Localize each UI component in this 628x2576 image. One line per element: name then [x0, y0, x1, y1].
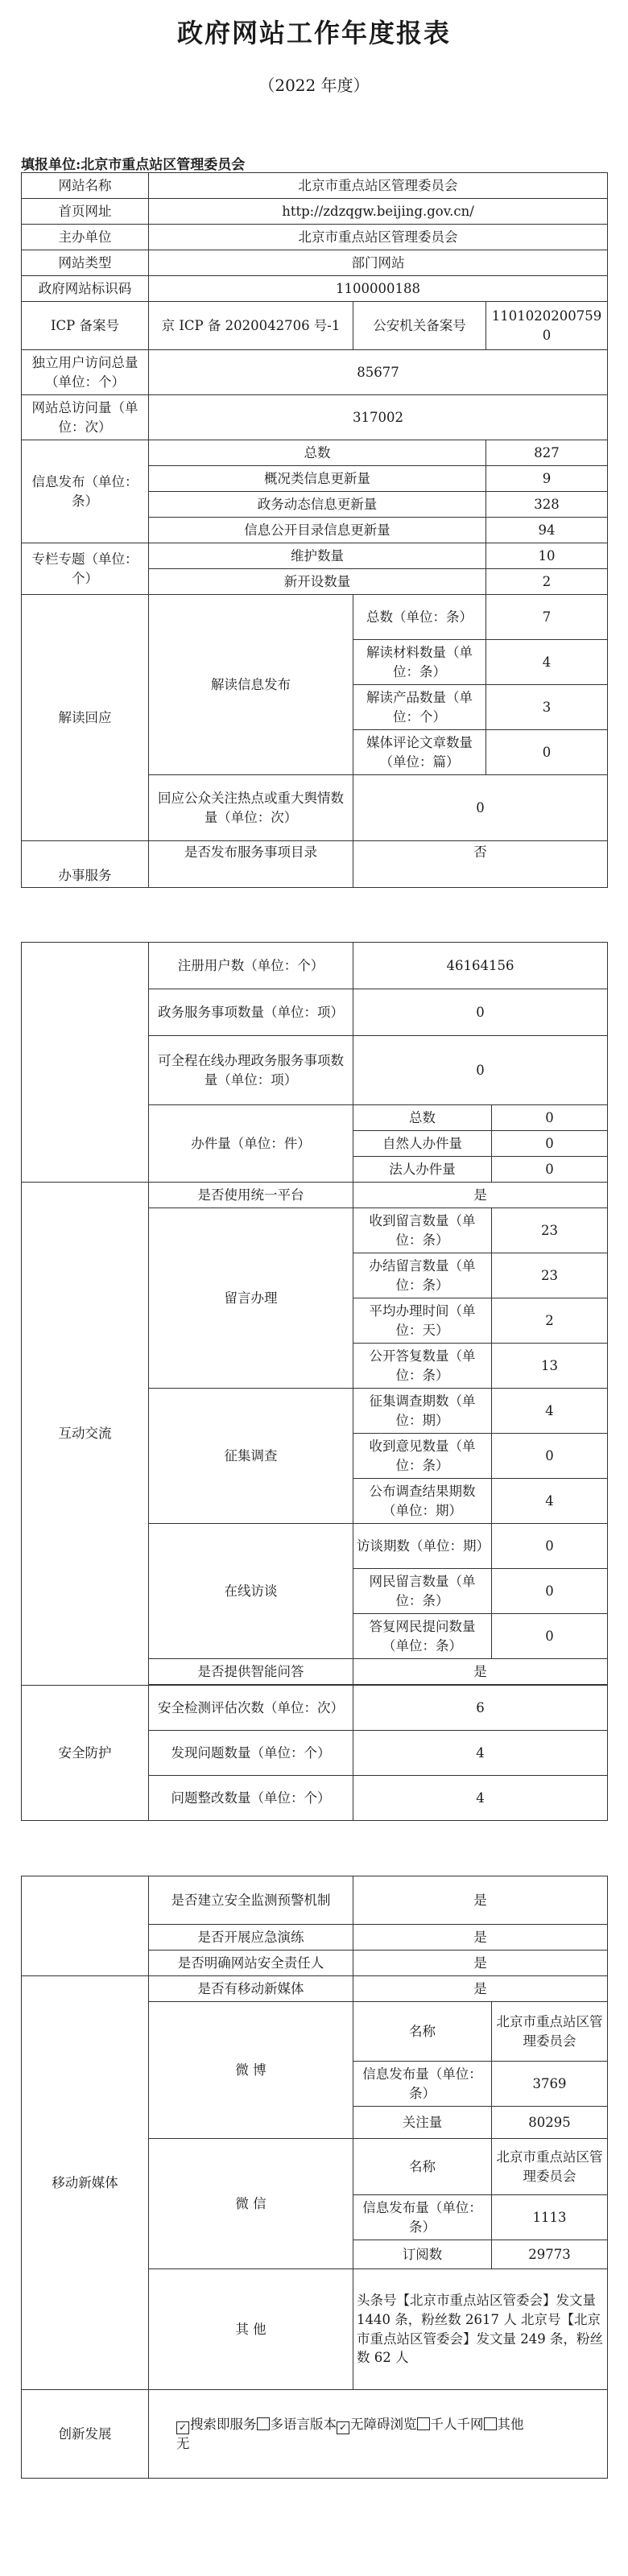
wechat-row-value: 北京市重点站区管理委员会	[492, 2139, 608, 2195]
publish-dir-value: 否	[353, 841, 608, 888]
drill-value: 是	[353, 1925, 608, 1951]
hot-response-value: 0	[353, 775, 608, 841]
checkbox-empty-icon[interactable]	[417, 2417, 430, 2430]
other-media-value: 头条号【北京市重点站区管委会】发文量 1440 条，粉丝数 2617 人 北京号【北京市重点站区管委会】发文量 249 条，粉丝数 62 人	[353, 2269, 608, 2390]
uv-value: 85677	[149, 350, 608, 395]
drill-label: 是否开展应急演练	[149, 1925, 353, 1951]
interpret-row-value: 4	[486, 640, 608, 685]
report-title: 政府网站工作年度报表	[176, 18, 451, 48]
wechat-row-value: 29773	[492, 2240, 608, 2269]
uv-label: 独立用户访问总量（单位：个）	[22, 350, 149, 395]
survey-label: 征集调查	[149, 1389, 353, 1524]
pv-value: 317002	[149, 395, 608, 440]
owner-value: 是	[353, 1951, 608, 1976]
unified-label: 是否使用统一平台	[149, 1183, 353, 1208]
home-url-label: 首页网址	[22, 199, 149, 225]
weibo-row-value: 3769	[492, 2062, 608, 2107]
monitor-label: 是否建立安全监测预警机制	[149, 1876, 353, 1925]
service-block	[22, 943, 149, 1183]
survey-row-label: 公布调查结果期数（单位：期）	[353, 1479, 492, 1524]
wechat-row-label: 信息发布量（单位：条）	[353, 2195, 492, 2240]
interpret-sub-label: 解读信息发布	[149, 595, 353, 775]
interview-row-label: 网民留言数量（单位：条）	[353, 1569, 492, 1614]
weibo-row-value: 80295	[492, 2107, 608, 2139]
survey-row-value: 0	[492, 1434, 608, 1479]
publish-row-value: 94	[486, 518, 608, 543]
monitor-value: 是	[353, 1876, 608, 1925]
msg-row-value: 13	[492, 1344, 608, 1389]
interpret-row-value: 3	[486, 685, 608, 730]
weibo-row-value: 北京市重点站区管理委员会	[492, 2002, 608, 2062]
checkbox-checked-icon[interactable]: ✓	[337, 2421, 349, 2434]
msg-row-label: 平均办理时间（单位：天）	[353, 1298, 492, 1344]
mobile-label: 移动新媒体	[22, 1976, 149, 2390]
interview-row-value: 0	[492, 1569, 608, 1614]
security-row-value: 4	[353, 1731, 608, 1776]
survey-row-label: 征集调查期数（单位：期）	[353, 1389, 492, 1434]
owner-label: 是否明确网站安全责任人	[149, 1951, 353, 1976]
checkbox-empty-icon[interactable]	[257, 2417, 270, 2430]
interpret-row-label: 解读材料数量（单位：条）	[353, 640, 486, 685]
innovation-option[interactable]: 千人千网	[417, 2417, 484, 2432]
interview-row-label: 答复网民提问数量（单位：条）	[353, 1614, 492, 1659]
filler-unit: 填报单位:北京市重点站区管理委员会	[21, 157, 246, 173]
has-mobile-value: 是	[353, 1976, 608, 2002]
msg-row-value: 23	[492, 1208, 608, 1253]
weibo-row-label: 名称	[353, 2002, 492, 2062]
service-items-value: 0	[353, 989, 608, 1036]
service-label: 办事服务	[22, 841, 149, 888]
service-interact-table	[21, 942, 608, 1821]
publish-row-label: 政务动态信息更新量	[149, 492, 486, 518]
has-mobile-label: 是否有移动新媒体	[149, 1976, 353, 2002]
online-items-value: 0	[353, 1036, 608, 1105]
weibo-row-label: 关注量	[353, 2107, 492, 2139]
interview-row-value: 0	[492, 1524, 608, 1569]
interpret-row-label: 解读产品数量（单位：个）	[353, 685, 486, 730]
site-id-label: 政府网站标识码	[22, 276, 149, 302]
wechat-row-label: 订阅数	[353, 2240, 492, 2269]
hot-response-label: 回应公众关注热点或重大舆情数量（单位：次）	[149, 775, 353, 841]
host-label: 主办单位	[22, 225, 149, 250]
security-label: 安全防护	[22, 1686, 149, 1821]
cases-row-value: 0	[492, 1157, 608, 1183]
msg-row-label: 公开答复数量（单位：条）	[353, 1344, 492, 1389]
weibo-label: 微 博	[149, 2002, 353, 2139]
mobile-innovation-table	[21, 1876, 608, 2479]
innovation-option[interactable]: ✓ 搜索即服务	[176, 2417, 257, 2432]
survey-row-value: 4	[492, 1389, 608, 1434]
icp-label: ICP 备案号	[22, 302, 149, 350]
checkbox-empty-icon[interactable]	[484, 2417, 497, 2430]
site-type-label: 网站类型	[22, 250, 149, 276]
survey-row-label: 收到意见数量（单位：条）	[353, 1434, 492, 1479]
wechat-row-label: 名称	[353, 2139, 492, 2195]
host-value: 北京市重点站区管理委员会	[149, 225, 608, 250]
cases-label: 办件量（单位：件）	[149, 1105, 353, 1183]
publish-label: 信息发布（单位：条）	[22, 440, 149, 543]
site-type-value: 部门网站	[149, 250, 608, 276]
column-row-value: 10	[486, 543, 608, 569]
interpret-row-label: 媒体评论文章数量（单位：篇）	[353, 730, 486, 775]
cases-row-value: 0	[492, 1105, 608, 1131]
innovation-other-text: 无	[176, 2435, 190, 2451]
police-value: 11010202007590	[486, 302, 608, 350]
innovation-options	[149, 2390, 608, 2479]
security-row-value: 4	[353, 1776, 608, 1821]
innovation-option[interactable]: 多语言版本	[257, 2417, 337, 2432]
cases-row-label: 法人办件量	[353, 1157, 492, 1183]
column-row-label: 新开设数量	[149, 569, 486, 595]
pv-label: 网站总访问量（单位：次）	[22, 395, 149, 440]
security-row-label: 安全检测评估次数（单位：次）	[149, 1686, 353, 1731]
interview-row-label: 访谈期数（单位：期）	[353, 1524, 492, 1569]
basic-info-table	[21, 172, 608, 888]
msg-row-label: 收到留言数量（单位：条）	[353, 1208, 492, 1253]
security-row-label: 问题整改数量（单位：个）	[149, 1776, 353, 1821]
publish-row-value: 328	[486, 492, 608, 518]
unified-value: 是	[353, 1183, 608, 1208]
msg-row-value: 23	[492, 1253, 608, 1298]
wechat-row-value: 1113	[492, 2195, 608, 2240]
survey-row-value: 4	[492, 1479, 608, 1524]
publish-row-value: 9	[486, 466, 608, 492]
interview-label: 在线访谈	[149, 1524, 353, 1659]
security-row-label: 发现问题数量（单位：个）	[149, 1731, 353, 1776]
smart-qa-value: 是	[353, 1659, 608, 1685]
interpret-row-value: 0	[486, 730, 608, 775]
publish-row-label: 总数	[149, 440, 486, 466]
home-url-value: http://zdzqgw.beijing.gov.cn/	[149, 199, 608, 225]
msg-row-label: 办结留言数量（单位：条）	[353, 1253, 492, 1298]
column-row-label: 维护数量	[149, 543, 486, 569]
reg-users-label: 注册用户数（单位：个）	[149, 943, 353, 989]
innovation-option[interactable]: ✓ 无障碍浏览	[337, 2417, 417, 2432]
column-row-value: 2	[486, 569, 608, 595]
site-name-value: 北京市重点站区管理委员会	[149, 173, 608, 199]
interpret-row-label: 总数（单位：条）	[353, 595, 486, 640]
msg-label: 留言办理	[149, 1208, 353, 1389]
police-label: 公安机关备案号	[353, 302, 486, 350]
cases-row-value: 0	[492, 1131, 608, 1157]
service-items-label: 政务服务事项数量（单位：项）	[149, 989, 353, 1036]
cases-row-label: 自然人办件量	[353, 1131, 492, 1157]
security-block	[22, 1876, 149, 1976]
publish-row-label: 信息公开目录信息更新量	[149, 518, 486, 543]
weibo-row-label: 信息发布量（单位：条）	[353, 2062, 492, 2107]
msg-row-value: 2	[492, 1298, 608, 1344]
site-name-label: 网站名称	[22, 173, 149, 199]
interpret-label: 解读回应	[22, 595, 149, 841]
online-items-label: 可全程在线办理政务服务事项数量（单位：项）	[149, 1036, 353, 1105]
checkbox-checked-icon[interactable]: ✓	[176, 2421, 189, 2434]
security-row-value: 6	[353, 1686, 608, 1731]
innovation-label: 创新发展	[22, 2390, 149, 2479]
publish-row-label: 概况类信息更新量	[149, 466, 486, 492]
site-id-value: 1100000188	[149, 276, 608, 302]
interpret-row-value: 7	[486, 595, 608, 640]
reg-users-value: 46164156	[353, 943, 608, 989]
smart-qa-label: 是否提供智能问答	[149, 1659, 353, 1685]
publish-dir-label: 是否发布服务事项目录	[149, 841, 353, 888]
innovation-option[interactable]: 其他	[484, 2417, 524, 2432]
icp-value: 京 ICP 备 2020042706 号-1	[149, 302, 353, 350]
publish-row-value: 827	[486, 440, 608, 466]
column-label: 专栏专题（单位：个）	[22, 543, 149, 595]
interact-label: 互动交流	[22, 1183, 149, 1686]
wechat-label: 微 信	[149, 2139, 353, 2269]
other-media-label: 其 他	[149, 2269, 353, 2390]
cases-row-label: 总数	[353, 1105, 492, 1131]
interview-row-value: 0	[492, 1614, 608, 1659]
report-subtitle: （2022 年度）	[258, 76, 370, 95]
